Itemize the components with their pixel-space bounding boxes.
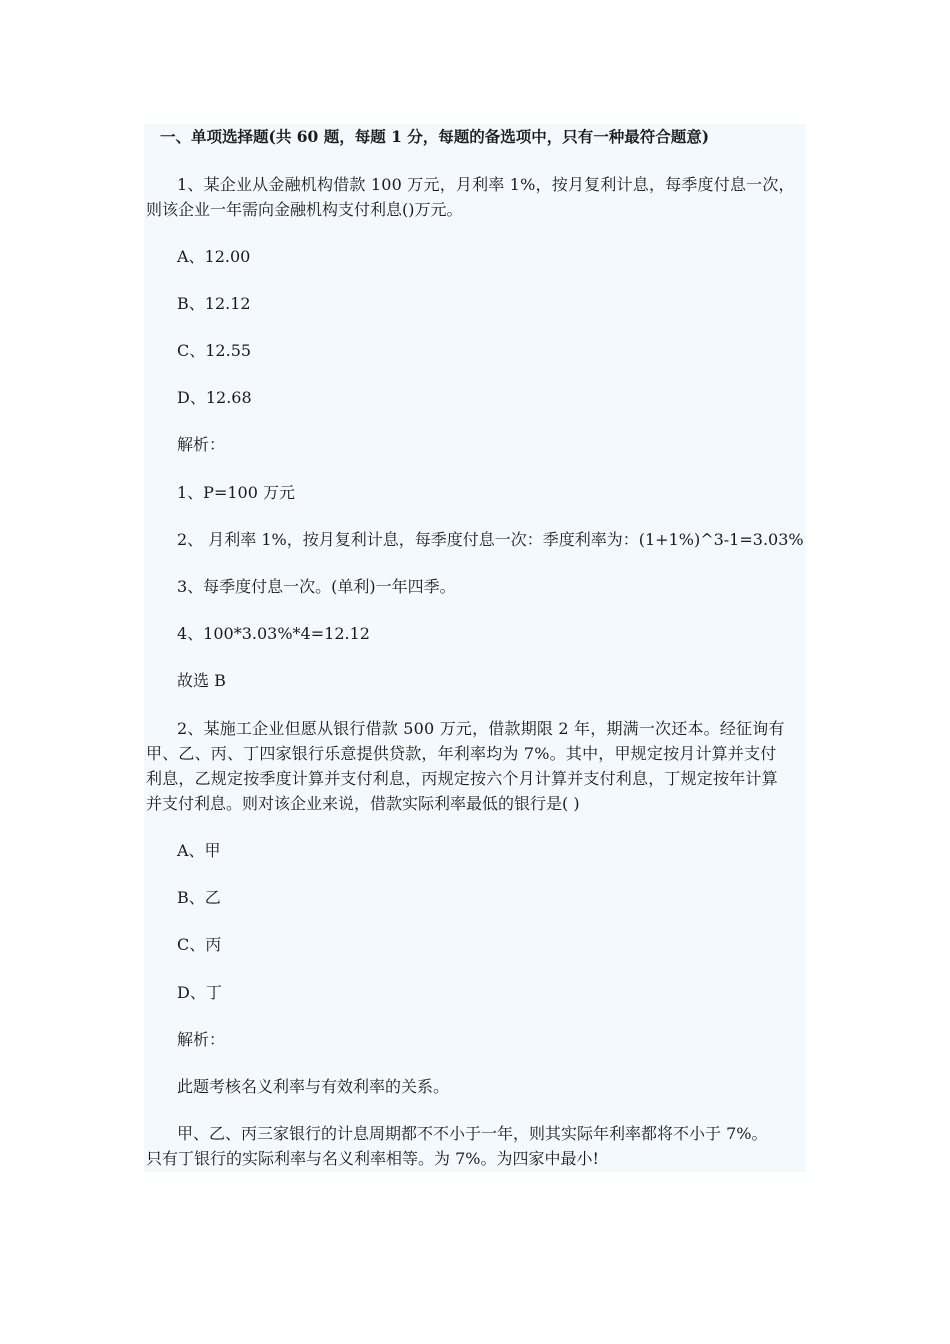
q1-answer: 故选 B [177, 671, 226, 690]
q2-stem-line-4: 并支付利息。则对该企业来说，借款实际利率最低的银行是( ) [146, 794, 580, 813]
q1-step-3: 3、每季度付息一次。(单利)一年四季。 [177, 577, 456, 596]
q1-step-1: 1、P=100 万元 [177, 483, 295, 502]
q2-option-c: C、丙 [177, 935, 222, 954]
q2-note: 此题考核名义利率与有效利率的关系。 [177, 1077, 450, 1096]
q1-stem-line-2: 则该企业一年需向金融机构支付利息()万元。 [146, 200, 463, 219]
q2-option-a: A、甲 [177, 841, 221, 860]
q2-conclusion-line-2: 只有丁银行的实际利率与名义利率相等。为 7%。为四家中最小! [146, 1149, 599, 1168]
q1-option-c: C、12.55 [177, 341, 252, 360]
q1-step-2: 2、 月利率 1%，按月复利计息，每季度付息一次：季度利率为：(1+1%)^3-1=3.03% [177, 530, 804, 549]
content-panel [144, 124, 806, 1172]
q1-option-a: A、12.00 [177, 247, 251, 266]
q2-stem-line-3: 利息，乙规定按季度计算并支付利息，丙规定按六个月计算并支付利息，丁规定按年计算 [146, 769, 778, 788]
q1-option-d: D、12.68 [177, 388, 252, 407]
q2-stem-line-2: 甲、乙、丙、丁四家银行乐意提供贷款，年利率均为 7%。其中，甲规定按月计算并支付 [146, 744, 777, 763]
q2-conclusion-line-1: 甲、乙、丙三家银行的计息周期都不不小于一年，则其实际年利率都将不小于 7%。 [177, 1124, 768, 1143]
q2-option-b: B、乙 [177, 888, 221, 907]
q2-stem-line-1: 2、某施工企业但愿从银行借款 500 万元，借款期限 2 年，期满一次还本。经征询有 [177, 719, 785, 738]
q1-stem-line-1: 1、某企业从金融机构借款 100 万元，月利率 1%，按月复利计息，每季度付息一次， [177, 175, 795, 194]
section-heading: 一、单项选择题(共 60 题，每题 1 分，每题的备选项中，只有一种最符合题意) [160, 127, 710, 146]
q2-option-d: D、丁 [177, 983, 222, 1002]
q1-analysis-label: 解析： [177, 435, 226, 454]
q1-option-b: B、12.12 [177, 294, 251, 313]
q2-analysis-label: 解析： [177, 1030, 226, 1049]
q1-step-4: 4、100*3.03%*4=12.12 [177, 624, 370, 643]
